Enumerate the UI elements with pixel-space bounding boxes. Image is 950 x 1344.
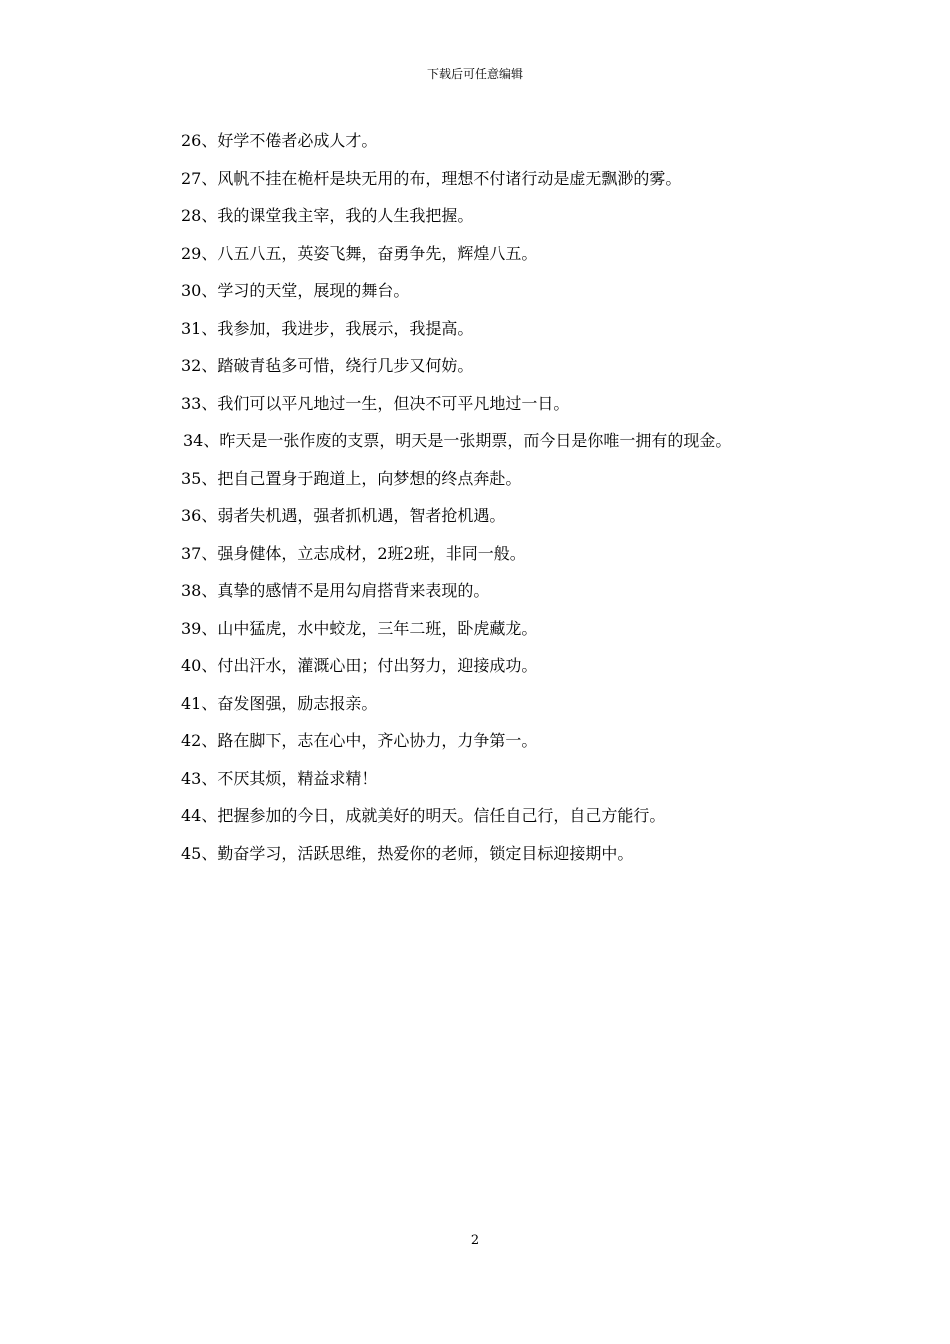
list-item: 37、强身健体，立志成材，2班2班，非同一般。	[181, 543, 526, 563]
page-number: 2	[470, 1233, 480, 1248]
list-item: 40、付出汗水，灌溉心田；付出努力，迎接成功。	[181, 656, 538, 675]
list-item: 35、把自己置身于跑道上，向梦想的终点奔赴。	[181, 468, 522, 488]
list-item: 33、我们可以平凡地过一生，但决不可平凡地过一日。	[181, 393, 570, 413]
list-item: 32、踏破青毡多可惜，绕行几步又何妨。	[181, 356, 474, 375]
list-item: 39、山中猛虎，水中蛟龙，三年二班，卧虎藏龙。	[181, 618, 538, 638]
list-item: 30、学习的天堂，展现的舞台。	[181, 281, 410, 300]
list-item: 36、弱者失机遇，强者抓机遇，智者抢机遇。	[181, 506, 506, 525]
list-item: 44、把握参加的今日，成就美好的明天。信任自己行，自己方能行。	[181, 806, 666, 825]
list-item: 45、勤奋学习，活跃思维，热爱你的老师，锁定目标迎接期中。	[181, 843, 634, 863]
slogan-list	[145, 122, 825, 872]
list-item: 29、八五八五，英姿飞舞，奋勇争先，辉煌八五。	[181, 243, 538, 263]
list-item: 42、路在脚下，志在心中，齐心协力，力争第一。	[181, 731, 538, 750]
list-item: 34、昨天是一张作废的支票，明天是一张期票，而今日是你唯一拥有的现金。	[183, 431, 732, 450]
page-header: 下载后可任意编辑	[426, 67, 523, 81]
list-item: 38、真挚的感情不是用勾肩搭背来表现的。	[181, 581, 490, 600]
list-item: 41、奋发图强，励志报亲。	[181, 693, 378, 713]
list-item: 26、好学不倦者必成人才。	[181, 131, 378, 150]
list-item: 27、风帆不挂在桅杆是块无用的布，理想不付诸行动是虚无飘渺的雾。	[181, 168, 682, 188]
list-item: 43、不厌其烦，精益求精！	[181, 768, 378, 788]
list-item: 31、我参加，我进步，我展示，我提高。	[181, 318, 474, 338]
list-item: 28、我的课堂我主宰，我的人生我把握。	[181, 206, 474, 225]
